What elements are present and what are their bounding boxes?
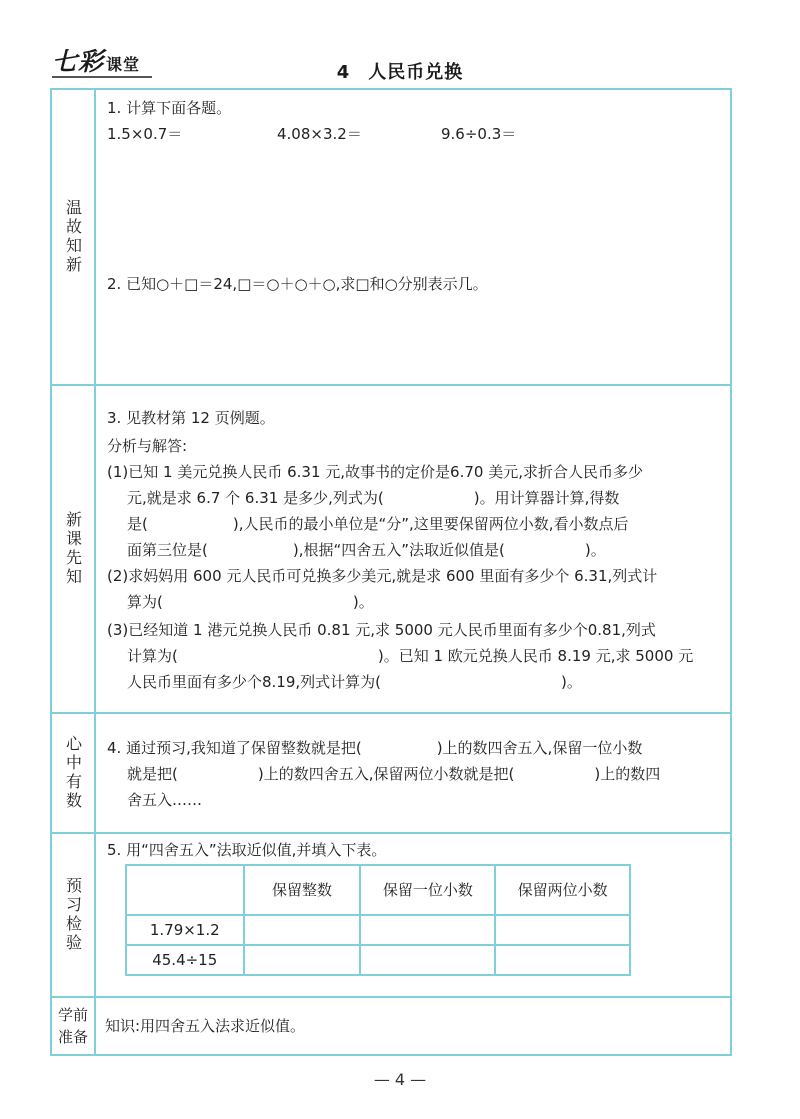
table-answer-cell[interactable] xyxy=(360,945,495,975)
table-cell: 1.79×1.2 xyxy=(126,915,244,945)
table-row xyxy=(126,945,630,975)
question-1-item: 9.6÷0.3＝ xyxy=(441,125,517,143)
page-title xyxy=(0,58,800,84)
q4-line2: 就是把( )上的数四舍五入,保留两位小数就是把( )上的数四 xyxy=(127,765,661,783)
section-label xyxy=(52,386,96,712)
page-number: — 4 — xyxy=(373,1070,427,1089)
section-label xyxy=(52,90,96,384)
section-content xyxy=(107,714,722,832)
section-label-text: 温故知新 xyxy=(63,199,83,275)
table-answer-cell[interactable] xyxy=(495,945,630,975)
lesson-title: 人民币兑换 xyxy=(368,62,464,83)
q4-line1: 4. 通过预习,我知道了保留整数就是把( )上的数四舍五入,保留一位小数 xyxy=(107,739,643,757)
section-content xyxy=(107,834,722,996)
q3-part3-line1: (3)已经知道 1 港元兑换人民币 0.81 元,求 5000 元人民币里面有多少个0.81,列式 xyxy=(107,621,656,639)
table-header-cell xyxy=(126,865,244,915)
q3-part3-line3: 人民币里面有多少个8.19,列式计算为( )。 xyxy=(127,673,582,691)
worksheet-frame xyxy=(50,88,732,1056)
q4-line3: 舍五入…… xyxy=(127,791,203,809)
table-row xyxy=(126,915,630,945)
section-content xyxy=(107,386,722,712)
table-header-cell: 保留一位小数 xyxy=(360,865,495,915)
section-preview-test xyxy=(52,834,730,998)
approximation-table xyxy=(125,864,631,976)
logo-sub: 课堂 xyxy=(106,55,141,74)
question-5-title: 5. 用“四舍五入”法取近似值,并填入下表。 xyxy=(107,841,387,859)
q3-part3-line2: 计算为( )。已知 1 欧元兑换人民币 8.19 元,求 5000 元 xyxy=(127,647,694,665)
lesson-number: 4 xyxy=(336,62,351,83)
table-answer-cell[interactable] xyxy=(244,945,361,975)
table-header-row xyxy=(126,865,630,915)
section-self-check xyxy=(52,714,730,834)
table-answer-cell[interactable] xyxy=(360,915,495,945)
table-answer-cell[interactable] xyxy=(244,915,361,945)
section-content xyxy=(107,90,722,384)
q3-part1-line2: 元,就是求 6.7 个 6.31 是多少,列式为( )。用计算器计算,得数 xyxy=(127,489,620,507)
logo-brand: 七彩 xyxy=(52,47,105,76)
preparation-text: 知识:用四舍五入法求近似值。 xyxy=(105,1017,306,1035)
section-preparation xyxy=(52,998,730,1054)
section-label xyxy=(52,998,96,1054)
q3-part1-line3: 是( ),人民币的最小单位是“分”,这里要保留两位小数,看小数点后 xyxy=(127,515,629,533)
section-label xyxy=(52,714,96,832)
table-header-cell: 保留两位小数 xyxy=(495,865,630,915)
table-header-cell: 保留整数 xyxy=(244,865,361,915)
q3-part2-line1: (2)求妈妈用 600 元人民币可兑换多少美元,就是求 600 里面有多少个 6.31,列式计 xyxy=(107,567,658,585)
section-label-text: 心中有数 xyxy=(63,735,83,811)
section-content xyxy=(107,998,722,1054)
section-review xyxy=(52,90,730,386)
section-label-text: 预习检验 xyxy=(63,877,83,953)
q3-part2-line2: 算为( )。 xyxy=(127,593,374,611)
question-1-item: 4.08×3.2＝ xyxy=(277,125,362,143)
question-2-text: 2. 已知○＋□＝24,□＝○＋○＋○,求□和○分别表示几。 xyxy=(107,275,488,293)
q3-part1-line4: 面第三位是( ),根据“四舍五入”法取近似值是( )。 xyxy=(127,541,606,559)
question-1-title: 1. 计算下面各题。 xyxy=(107,99,232,117)
section-label-text: 学前准备 xyxy=(57,1006,88,1046)
table-answer-cell[interactable] xyxy=(495,915,630,945)
analysis-label: 分析与解答: xyxy=(107,437,188,455)
section-label xyxy=(52,834,96,996)
section-label-text: 新课先知 xyxy=(63,511,83,587)
table-cell: 45.4÷15 xyxy=(126,945,244,975)
question-1-item: 1.5×0.7＝ xyxy=(107,125,183,143)
q3-part1-line1: (1)已知 1 美元兑换人民币 6.31 元,故事书的定价是6.70 美元,求折合人民币多少 xyxy=(107,463,643,481)
section-new-lesson xyxy=(52,386,730,714)
question-3-title: 3. 见教材第 12 页例题。 xyxy=(107,409,275,427)
